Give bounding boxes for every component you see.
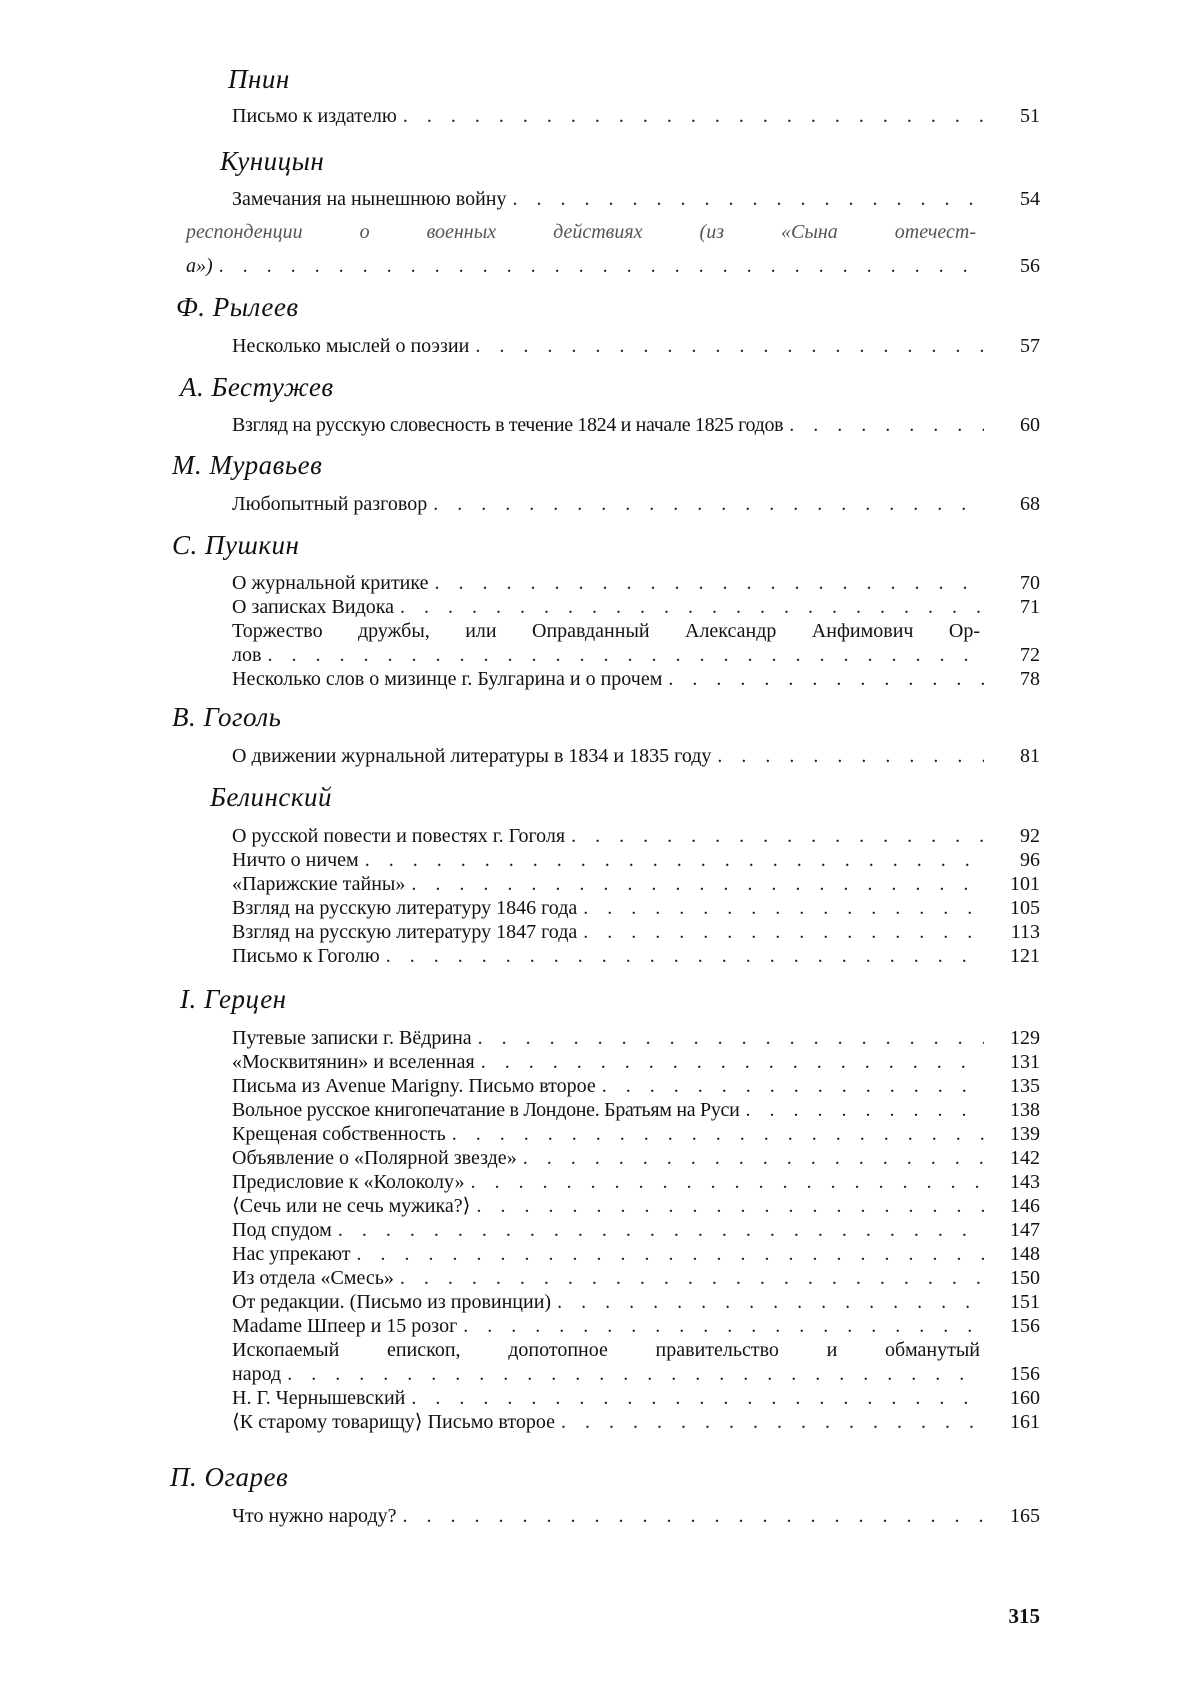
entry-title: «Парижские тайны» xyxy=(232,873,406,895)
author-heading: С. Пушкин xyxy=(172,530,300,560)
entry-title: Объявление о «Полярной звезде» xyxy=(232,1147,517,1169)
leader-dots xyxy=(400,595,984,619)
entry-page: 113 xyxy=(1010,921,1040,943)
author-heading: Пнин xyxy=(228,64,290,94)
entry-page: 165 xyxy=(1010,1505,1040,1527)
entry-title: Н. Г. Чернышевский xyxy=(232,1387,406,1409)
entry-page: 51 xyxy=(1020,105,1040,127)
entry-title: Предисловие к «Колоколу» xyxy=(232,1171,465,1193)
leader-dots xyxy=(403,104,984,128)
toc-entry xyxy=(232,744,1040,768)
author-heading: Белинский xyxy=(210,782,333,812)
entry-title: Любопытный разговор xyxy=(232,493,428,515)
entry-page: 142 xyxy=(1010,1147,1040,1169)
entry-title: Взгляд на русскую литературу 1846 года xyxy=(232,897,578,919)
leader-dots xyxy=(476,1194,984,1218)
entry-title: Нас упрекают xyxy=(232,1243,351,1265)
entry-page: 105 xyxy=(1010,897,1040,919)
entry-page: 68 xyxy=(1020,493,1040,515)
leader-dots xyxy=(717,744,984,768)
leader-dots xyxy=(571,824,984,848)
leader-dots xyxy=(452,1122,984,1146)
leader-dots xyxy=(602,1074,984,1098)
entry-title: Несколько мыслей о поэзии xyxy=(232,335,470,357)
entry-page: 81 xyxy=(1020,745,1040,767)
entry-page: 138 xyxy=(1010,1099,1040,1121)
entry-title: Под спудом xyxy=(232,1219,332,1241)
toc-entry xyxy=(232,492,1040,516)
entry-page: 96 xyxy=(1020,849,1040,871)
entry-page: 78 xyxy=(1020,668,1040,690)
leader-dots xyxy=(478,1026,984,1050)
leader-dots xyxy=(583,896,984,920)
entry-page: 70 xyxy=(1020,572,1040,594)
entry-page: 146 xyxy=(1010,1195,1040,1217)
leader-dots xyxy=(746,1098,984,1122)
entry-page: 148 xyxy=(1010,1243,1040,1265)
entry-page: 101 xyxy=(1010,873,1040,895)
entry-title: О движении журнальной литературы в 1834 и 1835 году xyxy=(232,745,712,767)
leader-dots xyxy=(481,1050,984,1074)
leader-dots xyxy=(434,571,984,595)
entry-page: 139 xyxy=(1010,1123,1040,1145)
entry-page: 135 xyxy=(1010,1075,1040,1097)
entry-page: 150 xyxy=(1010,1267,1040,1289)
entry-page: 151 xyxy=(1010,1291,1040,1313)
toc-entry xyxy=(232,1026,1040,1434)
entry-title: народ xyxy=(232,1363,282,1385)
leader-dots xyxy=(403,1504,985,1528)
entry-page: 92 xyxy=(1020,825,1040,847)
entry-page: 72 xyxy=(1020,644,1040,666)
leader-dots xyxy=(475,334,984,358)
entry-title: Из отдела «Смесь» xyxy=(232,1267,394,1289)
author-heading: Ф. Рылеев xyxy=(176,292,299,322)
leader-dots xyxy=(471,1170,984,1194)
entry-page: 156 xyxy=(1010,1363,1040,1385)
entry-title: Вольное русское книгопечатание в Лондоне. Братьям на Руси xyxy=(232,1099,740,1121)
author-heading: І. Герцен xyxy=(180,984,287,1014)
entry-title: «Москвитянин» и вселенная xyxy=(232,1051,475,1073)
author-heading: Куницын xyxy=(220,146,325,176)
entry-page: 56 xyxy=(1020,255,1040,277)
leader-dots xyxy=(789,413,984,437)
entry-title: От редакции. (Письмо из провинции) xyxy=(232,1291,552,1313)
entry-title: ⟨Сечь или не сечь мужика?⟩ xyxy=(232,1195,471,1217)
entry-title: Madame Шпеер и 15 розог xyxy=(232,1315,458,1337)
toc-entry xyxy=(232,824,1040,968)
entry-page: 121 xyxy=(1010,945,1040,967)
entry-title: О записках Видока xyxy=(232,596,395,618)
entry-title: О русской повести и повестях г. Гоголя xyxy=(232,825,566,847)
entry-title: ⟨К старому товарищу⟩ Письмо второе xyxy=(232,1411,555,1433)
entry-title: Крещеная собственность xyxy=(232,1123,446,1145)
leader-dots xyxy=(287,1362,984,1386)
entry-title: Взгляд на русскую словесность в течение 1824 и начале 1825 годов xyxy=(232,414,784,436)
leader-dots xyxy=(267,643,984,667)
toc-entry xyxy=(232,1504,1040,1528)
entry-page: 143 xyxy=(1010,1171,1040,1193)
entry-title-line1: респонденции о военных действиях (из «Сына отечест- xyxy=(186,221,976,243)
entry-title: Письмо к издателю xyxy=(232,105,397,127)
entry-title-line1: Ископаемый епископ, допотопное правительство и обманутый xyxy=(232,1339,980,1361)
leader-dots xyxy=(583,920,984,944)
author-heading: В. Гоголь xyxy=(172,702,282,732)
toc-entry xyxy=(232,413,1040,437)
entry-title: лов xyxy=(232,644,262,666)
toc-entry xyxy=(232,187,1040,211)
entry-page: 131 xyxy=(1010,1051,1040,1073)
entry-title: Ничто о ничем xyxy=(232,849,359,871)
toc-entry xyxy=(186,220,1040,278)
entry-page: 60 xyxy=(1020,414,1040,436)
author-heading: А. Бестужев xyxy=(180,372,334,402)
leader-dots xyxy=(433,492,984,516)
entry-title: Что нужно народу? xyxy=(232,1505,397,1527)
entry-page: 160 xyxy=(1010,1387,1040,1409)
entry-title: Несколько слов о мизинце г. Булгарина и о прочем xyxy=(232,668,663,690)
leader-dots xyxy=(523,1146,984,1170)
leader-dots xyxy=(512,187,984,211)
author-heading: П. Огарев xyxy=(170,1462,289,1492)
leader-dots xyxy=(219,254,984,278)
entry-page: 71 xyxy=(1020,596,1040,618)
entry-page: 147 xyxy=(1010,1219,1040,1241)
page-number: 315 xyxy=(1008,1604,1040,1628)
author-heading: М. Муравьев xyxy=(172,450,323,480)
leader-dots xyxy=(338,1218,984,1242)
entry-title: Письмо к Гоголю xyxy=(232,945,380,967)
leader-dots xyxy=(365,848,984,872)
leader-dots xyxy=(668,667,984,691)
entry-page: 54 xyxy=(1020,188,1040,210)
toc-entry xyxy=(232,334,1040,358)
entry-title: а») xyxy=(186,255,213,277)
leader-dots xyxy=(463,1314,984,1338)
leader-dots xyxy=(411,1386,984,1410)
entry-page: 57 xyxy=(1020,335,1040,357)
toc-entry xyxy=(232,571,1040,691)
entry-title-line1: Торжество дружбы, или Оправданный Александр Анфимович Ор- xyxy=(232,620,980,642)
leader-dots xyxy=(411,872,984,896)
leader-dots xyxy=(561,1410,984,1434)
entry-page: 161 xyxy=(1010,1411,1040,1433)
leader-dots xyxy=(557,1290,984,1314)
entry-title: О журнальной критике xyxy=(232,572,429,594)
leader-dots xyxy=(357,1242,985,1266)
entry-title: Взгляд на русскую литературу 1847 года xyxy=(232,921,578,943)
entry-title: Письма из Avenue Marigny. Письмо второе xyxy=(232,1075,596,1097)
toc-entry xyxy=(232,104,1040,128)
leader-dots xyxy=(386,944,984,968)
entry-page: 129 xyxy=(1010,1027,1040,1049)
entry-page: 156 xyxy=(1010,1315,1040,1337)
entry-title: Замечания на нынешнюю войну xyxy=(232,188,507,210)
entry-title: Путевые записки г. Вёдрина xyxy=(232,1027,472,1049)
leader-dots xyxy=(400,1266,984,1290)
